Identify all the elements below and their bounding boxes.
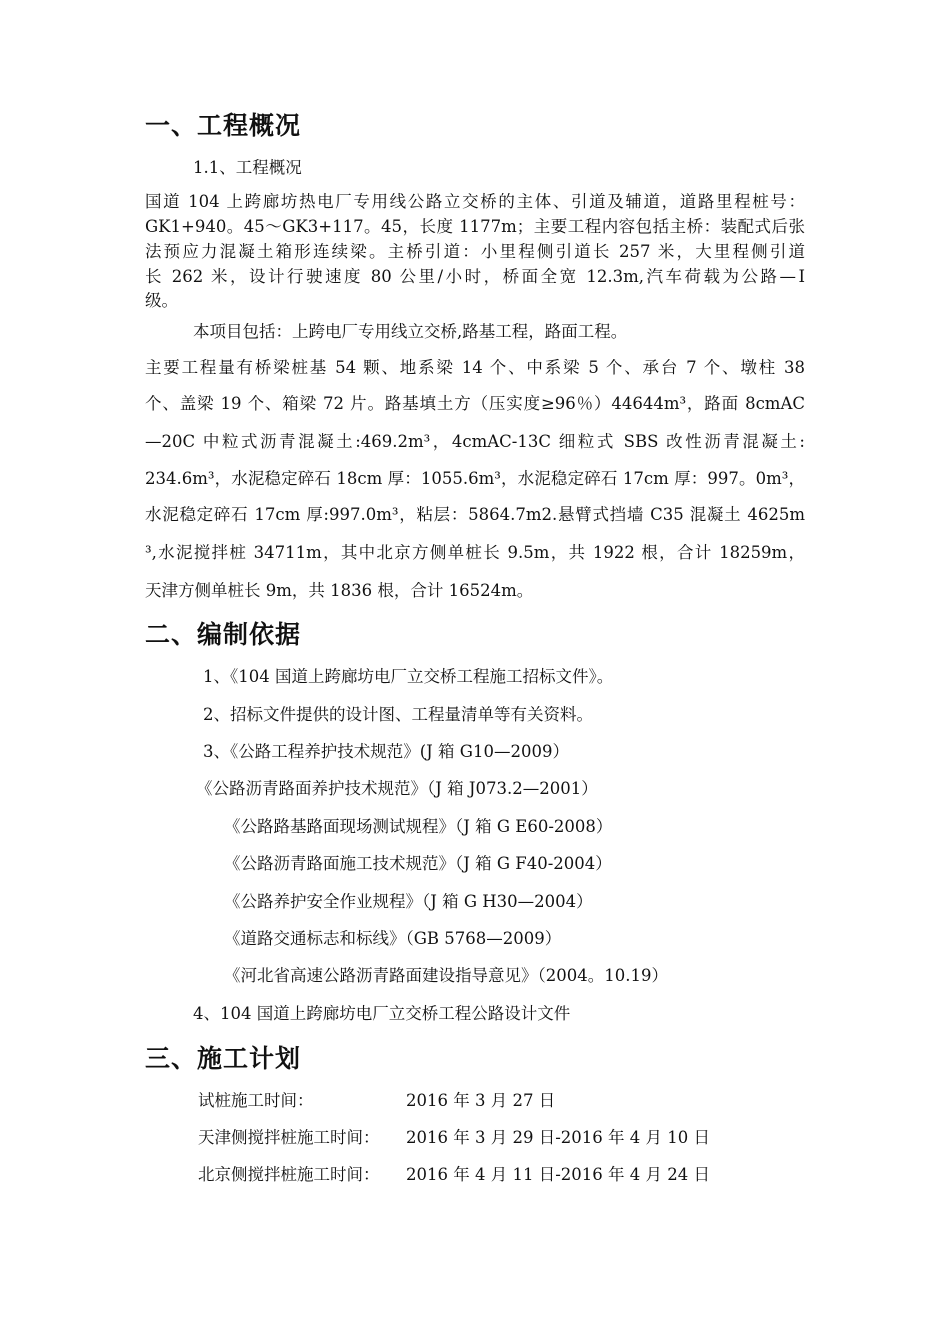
quantities-paragraph-line: 个、盖梁 19 个、箱梁 72 片。路基填土方（压实度≥96％）44644m³，路面 8cmAC [145, 394, 805, 413]
basis-item: 《道路交通标志和标线》（GB 5768—2009） [224, 929, 562, 948]
schedule-label: 试桩施工时间： [198, 1091, 314, 1110]
basis-item: 《公路养护安全作业规程》（J 箱 G H30—2004） [224, 892, 593, 911]
basis-item: 2、招标文件提供的设计图、工程量清单等有关资料。 [203, 705, 593, 724]
section-heading-basis: 二、编制依据 [145, 620, 302, 649]
overview-paragraph-line: 长 262 米，设计行驶速度 80 公里/小时，桥面全宽 12.3m,汽车荷载为公路—Ⅰ [145, 267, 805, 286]
quantities-paragraph-line: 天津方侧单桩长 9m，共 1836 根，合计 16524m。 [145, 581, 534, 600]
basis-item: 《公路沥青路面施工技术规范》（J 箱 G F40-2004） [224, 854, 612, 873]
basis-item: 1、《104 国道上跨廊坊电厂立交桥工程施工招标文件》。 [203, 667, 614, 686]
quantities-paragraph-line: 水泥稳定碎石 17cm 厚:997.0m³，粘层：5864.7m2.悬臂式挡墙 C35 混凝土 4625m [145, 505, 805, 524]
overview-paragraph-line: GK1+940。45～GK3+117。45，长度 1177m；主要工程内容包括主桥：装配式后张 [145, 217, 805, 236]
section-heading-plan: 三、施工计划 [145, 1044, 302, 1073]
quantities-paragraph-line: 234.6m³，水泥稳定碎石 18cm 厚：1055.6m³，水泥稳定碎石 17cm 厚：997。0m³， [145, 469, 805, 488]
basis-item: 《公路路基路面现场测试规程》（J 箱 G E60-2008） [224, 817, 613, 836]
schedule-row [198, 1167, 710, 1184]
schedule-date: 2016 年 3 月 27 日 [406, 1091, 556, 1110]
basis-item: 3、《公路工程养护技术规范》(J 箱 G10—2009） [203, 742, 569, 761]
schedule-label: 天津侧搅拌桩施工时间： [198, 1128, 380, 1147]
basis-item: 4、104 国道上跨廊坊电厂立交桥工程公路设计文件 [193, 1004, 571, 1023]
section-heading-overview: 一、工程概况 [145, 111, 302, 140]
schedule-row [198, 1093, 555, 1110]
quantities-paragraph-line: —20C 中粒式沥青混凝土:469.2m³，4cmAC-13C 细粒式 SBS 改性沥青混凝土: [145, 432, 805, 451]
quantities-paragraph-line: ³,水泥搅拌桩 34711m，其中北京方侧单桩长 9.5m，共 1922 根，合计 18259m， [145, 543, 805, 562]
subsection-title: 1.1、工程概况 [193, 158, 302, 177]
overview-paragraph-line: 法预应力混凝土箱形连续梁。主桥引道：小里程侧引道长 257 米，大里程侧引道 [145, 242, 805, 261]
overview-paragraph-line: 级。 [145, 291, 178, 310]
schedule-label: 北京侧搅拌桩施工时间： [198, 1165, 380, 1184]
schedule-date: 2016 年 4 月 11 日-2016 年 4 月 24 日 [406, 1165, 710, 1184]
overview-paragraph-line: 国道 104 上跨廊坊热电厂专用线公路立交桥的主体、引道及辅道，道路里程桩号： [145, 192, 805, 211]
scope-paragraph: 本项目包括：上跨电厂专用线立交桥,路基工程，路面工程。 [193, 322, 628, 341]
basis-item: 《公路沥青路面养护技术规范》（J 箱 J073.2—2001） [196, 779, 598, 798]
schedule-date: 2016 年 3 月 29 日-2016 年 4 月 10 日 [406, 1128, 710, 1147]
schedule-row [198, 1130, 710, 1147]
basis-item: 《河北省高速公路沥青路面建设指导意见》（2004。10.19） [224, 966, 668, 985]
quantities-paragraph-line: 主要工程量有桥梁桩基 54 颗、地系梁 14 个、中系梁 5 个、承台 7 个、墩柱 38 [145, 358, 805, 377]
